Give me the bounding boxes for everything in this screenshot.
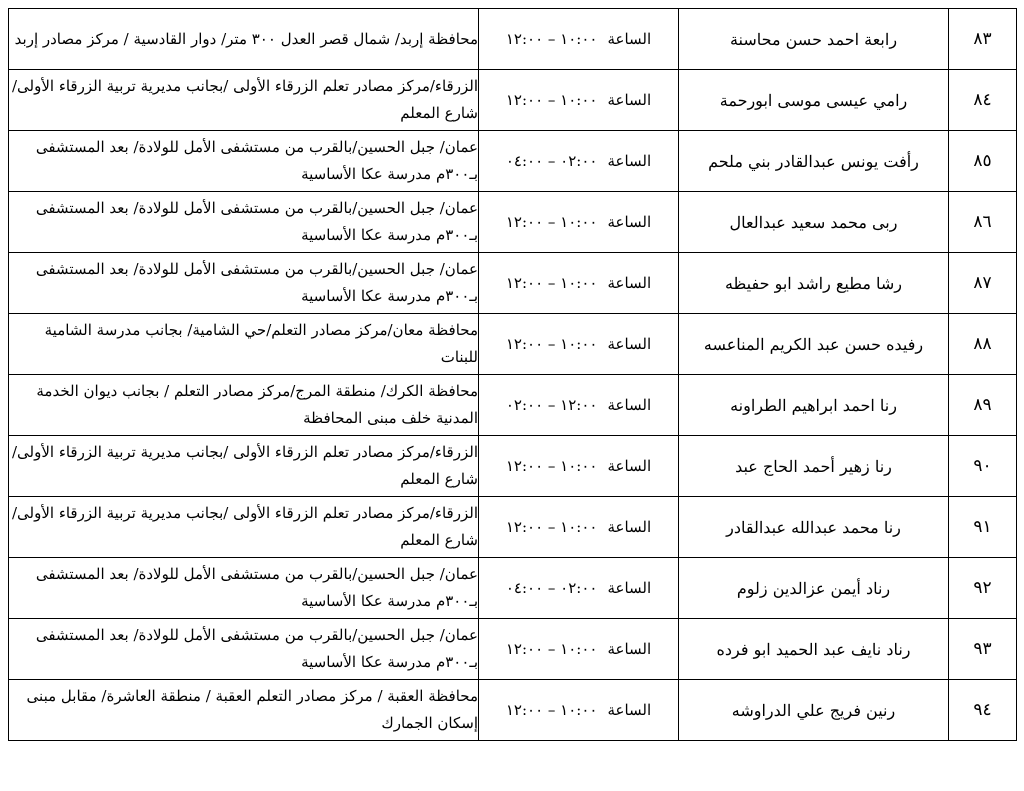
person-name: رامي عيسى موسى ابورحمة	[679, 70, 949, 131]
location-address: الزرقاء/مركز مصادر تعلم الزرقاء الأولى /بجانب مديرية تربية الزرقاء الأولى/ شارع المعلم	[9, 497, 479, 558]
time-label: الساعة	[607, 396, 652, 414]
row-number: ٨٨	[949, 314, 1017, 375]
time-label: الساعة	[607, 457, 652, 475]
appointment-time	[479, 192, 679, 253]
appointment-time	[479, 680, 679, 741]
person-name: رناد نايف عبد الحميد ابو فرده	[679, 619, 949, 680]
row-number: ٨٧	[949, 253, 1017, 314]
time-label: الساعة	[607, 335, 652, 353]
row-number: ٨٩	[949, 375, 1017, 436]
time-label: الساعة	[607, 152, 652, 170]
person-name: رشا مطيع راشد ابو حفيظه	[679, 253, 949, 314]
time-range: ١٠:٠٠ – ١٢:٠٠	[505, 335, 598, 353]
appointment-time	[479, 70, 679, 131]
appointment-time	[479, 497, 679, 558]
time-label: الساعة	[607, 30, 652, 48]
time-label: الساعة	[607, 579, 652, 597]
table-row	[9, 375, 1017, 436]
location-address: عمان/ جبل الحسين/بالقرب من مستشفى الأمل للولادة/ بعد المستشفى بـ٣٠٠م مدرسة عكا الأساسية	[9, 131, 479, 192]
table-row	[9, 436, 1017, 497]
person-name: رنا زهير أحمد الحاج عبد	[679, 436, 949, 497]
row-number: ٩١	[949, 497, 1017, 558]
row-number: ٨٣	[949, 9, 1017, 70]
time-label: الساعة	[607, 274, 652, 292]
row-number: ٩٠	[949, 436, 1017, 497]
location-address: الزرقاء/مركز مصادر تعلم الزرقاء الأولى /بجانب مديرية تربية الزرقاء الأولى/ شارع المعلم	[9, 436, 479, 497]
person-name: رنين فريج علي الدراوشه	[679, 680, 949, 741]
person-name: ربى محمد سعيد عبدالعال	[679, 192, 949, 253]
appointment-time	[479, 375, 679, 436]
appointment-time	[479, 436, 679, 497]
table-row	[9, 619, 1017, 680]
row-number: ٨٥	[949, 131, 1017, 192]
table-row	[9, 9, 1017, 70]
row-number: ٨٤	[949, 70, 1017, 131]
time-label: الساعة	[607, 640, 652, 658]
person-name: رابعة احمد حسن محاسنة	[679, 9, 949, 70]
time-range: ٠٢:٠٠ – ٠٤:٠٠	[505, 152, 598, 170]
person-name: رنا محمد عبدالله عبدالقادر	[679, 497, 949, 558]
row-number: ٩٢	[949, 558, 1017, 619]
location-address: محافظة العقبة / مركز مصادر التعلم العقبة / منطقة العاشرة/ مقابل مبنى إسكان الجمارك	[9, 680, 479, 741]
location-address: محافظة الكرك/ منطقة المرج/مركز مصادر التعلم / بجانب ديوان الخدمة المدنية خلف مبنى المحافظة	[9, 375, 479, 436]
appointment-time	[479, 314, 679, 375]
time-range: ١٠:٠٠ – ١٢:٠٠	[505, 213, 598, 231]
appointment-time	[479, 9, 679, 70]
appointment-time	[479, 619, 679, 680]
appointment-time	[479, 131, 679, 192]
table-row	[9, 131, 1017, 192]
table-row	[9, 70, 1017, 131]
time-range: ١٠:٠٠ – ١٢:٠٠	[505, 701, 598, 719]
appointment-time	[479, 558, 679, 619]
location-address: عمان/ جبل الحسين/بالقرب من مستشفى الأمل للولادة/ بعد المستشفى بـ٣٠٠م مدرسة عكا الأساسية	[9, 192, 479, 253]
time-range: ١٠:٠٠ – ١٢:٠٠	[505, 518, 598, 536]
time-label: الساعة	[607, 213, 652, 231]
schedule-body	[9, 9, 1017, 741]
time-range: ١٠:٠٠ – ١٢:٠٠	[505, 274, 598, 292]
location-address: عمان/ جبل الحسين/بالقرب من مستشفى الأمل للولادة/ بعد المستشفى بـ٣٠٠م مدرسة عكا الأساسية	[9, 558, 479, 619]
location-address: محافظة معان/مركز مصادر التعلم/حي الشامية/ بجانب مدرسة الشامية للبنات	[9, 314, 479, 375]
table-row	[9, 680, 1017, 741]
person-name: رناد أيمن عزالدين زلوم	[679, 558, 949, 619]
location-address: محافظة إربد/ شمال قصر العدل ٣٠٠ متر/ دوار القادسية / مركز مصادر إربد	[9, 9, 479, 70]
table-row	[9, 192, 1017, 253]
table-row	[9, 253, 1017, 314]
table-row	[9, 314, 1017, 375]
row-number: ٩٣	[949, 619, 1017, 680]
table-row	[9, 558, 1017, 619]
person-name: رفيده حسن عبد الكريم المناعسه	[679, 314, 949, 375]
time-range: ٠٢:٠٠ – ٠٤:٠٠	[505, 579, 598, 597]
appointment-time	[479, 253, 679, 314]
person-name: رأفت يونس عبدالقادر بني ملحم	[679, 131, 949, 192]
time-range: ١٠:٠٠ – ١٢:٠٠	[505, 91, 598, 109]
time-label: الساعة	[607, 91, 652, 109]
person-name: رنا احمد ابراهيم الطراونه	[679, 375, 949, 436]
time-range: ١٢:٠٠ – ٠٢:٠٠	[505, 396, 598, 414]
location-address: عمان/ جبل الحسين/بالقرب من مستشفى الأمل للولادة/ بعد المستشفى بـ٣٠٠م مدرسة عكا الأساسية	[9, 619, 479, 680]
time-range: ١٠:٠٠ – ١٢:٠٠	[505, 457, 598, 475]
location-address: الزرقاء/مركز مصادر تعلم الزرقاء الأولى /بجانب مديرية تربية الزرقاء الأولى/ شارع المعلم	[9, 70, 479, 131]
time-label: الساعة	[607, 518, 652, 536]
schedule-table	[8, 8, 1017, 741]
time-range: ١٠:٠٠ – ١٢:٠٠	[505, 30, 598, 48]
table-row	[9, 497, 1017, 558]
row-number: ٩٤	[949, 680, 1017, 741]
row-number: ٨٦	[949, 192, 1017, 253]
time-label: الساعة	[607, 701, 652, 719]
time-range: ١٠:٠٠ – ١٢:٠٠	[505, 640, 598, 658]
location-address: عمان/ جبل الحسين/بالقرب من مستشفى الأمل للولادة/ بعد المستشفى بـ٣٠٠م مدرسة عكا الأساسية	[9, 253, 479, 314]
